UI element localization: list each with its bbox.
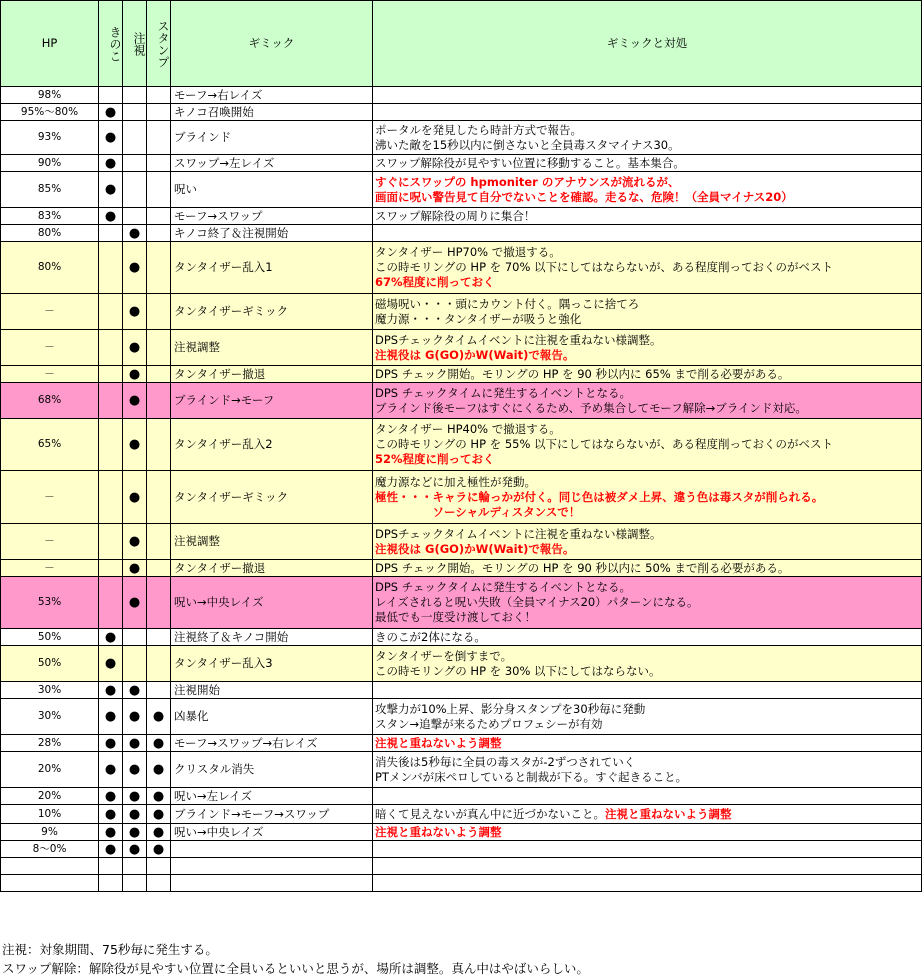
gimmick-cell: モーフ→スワップ→右レイズ bbox=[171, 735, 373, 752]
detail-line: DPS チェック開始。モリングの HP を 90 秒以内に 50% まで削る必要がある。 bbox=[375, 560, 790, 575]
header-detail: ギミックと対処 bbox=[373, 1, 922, 87]
gimmick-cell: キノコ終了＆注視開始 bbox=[171, 225, 373, 242]
chushi-marker: ● bbox=[123, 225, 147, 242]
hp-cell bbox=[1, 858, 99, 875]
table-row bbox=[1, 629, 922, 646]
stamp-marker bbox=[147, 121, 171, 155]
stamp-marker bbox=[147, 524, 171, 560]
detail-line: 最低でも一度受け渡しておく！ bbox=[375, 610, 536, 624]
footer-note-chushi: 注視：対象期間、75秒毎に発生する。 bbox=[2, 942, 218, 957]
detail-cell bbox=[373, 366, 922, 383]
gimmick-cell: タンタイザー乱入1 bbox=[171, 242, 373, 294]
table-row bbox=[1, 366, 922, 383]
gimmick-cell: キノコ召喚開始 bbox=[171, 104, 373, 121]
chushi-marker bbox=[123, 87, 147, 104]
table-row bbox=[1, 471, 922, 524]
table-row bbox=[1, 682, 922, 699]
kinoko-marker bbox=[99, 294, 123, 330]
stamp-marker: ● bbox=[147, 735, 171, 752]
kinoko-marker bbox=[99, 471, 123, 524]
gimmick-cell bbox=[171, 858, 373, 875]
table-row bbox=[1, 858, 922, 875]
detail-cell bbox=[373, 824, 922, 841]
detail-cell bbox=[373, 858, 922, 875]
stamp-marker bbox=[147, 155, 171, 172]
gimmick-cell: 呪い→左レイズ bbox=[171, 788, 373, 805]
table-row bbox=[1, 155, 922, 172]
chushi-marker: ● bbox=[123, 699, 147, 735]
hp-cell: 85% bbox=[1, 172, 99, 208]
gimmick-cell: モーフ→右レイズ bbox=[171, 87, 373, 104]
kinoko-marker bbox=[99, 330, 123, 366]
table-row bbox=[1, 419, 922, 471]
gimmick-cell: ブラインド→モーフ bbox=[171, 383, 373, 419]
kinoko-marker: ● bbox=[99, 735, 123, 752]
chushi-marker: ● bbox=[123, 383, 147, 419]
detail-line: スワップ解除役の周りに集合！ bbox=[375, 208, 536, 223]
detail-cell bbox=[373, 735, 922, 752]
detail-line: 67%程度に削っておく bbox=[375, 275, 495, 289]
kinoko-marker bbox=[99, 383, 123, 419]
chushi-marker bbox=[123, 629, 147, 646]
detail-cell bbox=[373, 242, 922, 294]
detail-cell bbox=[373, 87, 922, 104]
table-row bbox=[1, 752, 922, 788]
stamp-marker bbox=[147, 646, 171, 682]
kinoko-marker bbox=[99, 225, 123, 242]
detail-cell bbox=[373, 419, 922, 471]
chushi-marker bbox=[123, 104, 147, 121]
detail-line: タンタイザー HP70% で撤退する。 bbox=[375, 245, 561, 259]
detail-cell bbox=[373, 841, 922, 858]
gimmick-cell: 注視終了＆キノコ開始 bbox=[171, 629, 373, 646]
detail-cell bbox=[373, 524, 922, 560]
table-row bbox=[1, 875, 922, 892]
table-row bbox=[1, 104, 922, 121]
table-row bbox=[1, 172, 922, 208]
hp-cell: 30% bbox=[1, 682, 99, 699]
stamp-marker bbox=[147, 471, 171, 524]
detail-cell bbox=[373, 471, 922, 524]
kinoko-marker: ● bbox=[99, 629, 123, 646]
kinoko-marker: ● bbox=[99, 841, 123, 858]
gimmick-cell bbox=[171, 875, 373, 892]
detail-line: PTメンバが床ペロしていると制裁が下る。すぐ起きること。 bbox=[375, 769, 688, 784]
hp-cell: 68% bbox=[1, 383, 99, 419]
detail-line: 魔力源・・・タンタイザーが吸うと強化 bbox=[375, 311, 582, 326]
detail-cell bbox=[373, 577, 922, 629]
detail-cell bbox=[373, 383, 922, 419]
stamp-marker bbox=[147, 208, 171, 225]
chushi-marker: ● bbox=[123, 471, 147, 524]
chushi-marker bbox=[123, 875, 147, 892]
stamp-marker bbox=[147, 383, 171, 419]
detail-line: スタン→追撃が来るためプロフェシーが有効 bbox=[375, 716, 603, 731]
hp-cell: 53% bbox=[1, 577, 99, 629]
detail-cell bbox=[373, 560, 922, 577]
gimmick-cell: 凶暴化 bbox=[171, 699, 373, 735]
detail-cell bbox=[373, 208, 922, 225]
detail-line: この時モリングの HP を 70% 以下にしてはならないが、ある程度削っておくのがベスト bbox=[375, 260, 834, 274]
header-row bbox=[1, 1, 922, 87]
gimmick-cell: タンタイザー乱入3 bbox=[171, 646, 373, 682]
table-row bbox=[1, 208, 922, 225]
detail-line: ブラインド後モーフはすぐにくるため、予め集合してモーフ解除→ブラインド対応。 bbox=[375, 400, 807, 415]
gimmick-cell: タンタイザーギミック bbox=[171, 471, 373, 524]
table-row bbox=[1, 242, 922, 294]
detail-line: ソーシャルディスタンスで！ bbox=[375, 504, 581, 519]
gimmick-cell: 呪い→中央レイズ bbox=[171, 577, 373, 629]
detail-line: 画面に呪い警告見て自分でないことを確認。走るな、危険！（全員マイナス20） bbox=[375, 189, 793, 204]
chushi-marker: ● bbox=[123, 242, 147, 294]
hp-cell: 93% bbox=[1, 121, 99, 155]
stamp-marker: ● bbox=[147, 699, 171, 735]
stamp-marker bbox=[147, 104, 171, 121]
detail-cell bbox=[373, 121, 922, 155]
chushi-marker: ● bbox=[123, 735, 147, 752]
gimmick-cell: タンタイザー乱入2 bbox=[171, 419, 373, 471]
hp-cell: 20% bbox=[1, 788, 99, 805]
detail-cell bbox=[373, 805, 922, 824]
stamp-marker: ● bbox=[147, 788, 171, 805]
chushi-marker bbox=[123, 121, 147, 155]
detail-line: 沸いた敵を15秒以内に倒さないと全員毒スタマイナス30。 bbox=[375, 137, 680, 152]
stamp-marker bbox=[147, 87, 171, 104]
kinoko-marker: ● bbox=[99, 104, 123, 121]
hp-cell: 50% bbox=[1, 646, 99, 682]
chushi-marker: ● bbox=[123, 419, 147, 471]
table-row bbox=[1, 805, 922, 824]
footer-note-swap: スワップ解除：解除役が見やすい位置に全員いるといいと思うが、場所は調整。真ん中はやばいらしい。 bbox=[2, 961, 589, 976]
kinoko-marker: ● bbox=[99, 788, 123, 805]
kinoko-marker bbox=[99, 87, 123, 104]
detail-line: 暗くて見えないが真ん中に近づかないこと。 bbox=[375, 806, 605, 821]
chushi-marker: ● bbox=[123, 824, 147, 841]
detail-cell bbox=[373, 330, 922, 366]
detail-line: タンタイザー HP40% で撤退する。 bbox=[375, 422, 561, 436]
header-stamp: スタンプ bbox=[147, 1, 171, 87]
kinoko-marker: ● bbox=[99, 805, 123, 824]
detail-line: DPS チェックタイムに発生するイベントとなる。 bbox=[375, 580, 631, 594]
detail-line: 魔力源などに加え極性が発動。 bbox=[375, 474, 536, 489]
detail-line: DPS チェック開始。モリングの HP を 90 秒以内に 65% まで削る必要がある。 bbox=[375, 366, 790, 381]
kinoko-marker bbox=[99, 419, 123, 471]
chushi-marker: ● bbox=[123, 788, 147, 805]
gimmick-cell: モーフ→スワップ bbox=[171, 208, 373, 225]
kinoko-marker bbox=[99, 875, 123, 892]
chushi-marker: ● bbox=[123, 752, 147, 788]
detail-line: 注視と重ねないよう調整 bbox=[605, 806, 732, 821]
chushi-marker: ● bbox=[123, 682, 147, 699]
table-row bbox=[1, 824, 922, 841]
chushi-marker: ● bbox=[123, 577, 147, 629]
detail-line: この時モリングの HP を 30% 以下にしてはならない。 bbox=[375, 663, 661, 678]
detail-line: 消失後は5秒毎に全員の毒スタが-2ずつされていく bbox=[375, 754, 636, 769]
detail-line: タンタイザーを倒すまで。 bbox=[375, 648, 513, 663]
hp-cell: － bbox=[1, 524, 99, 560]
detail-line: 注視と重ねないよう調整 bbox=[375, 735, 502, 750]
kinoko-marker: ● bbox=[99, 752, 123, 788]
hp-cell bbox=[1, 875, 99, 892]
stamp-marker bbox=[147, 242, 171, 294]
hp-cell: 98% bbox=[1, 87, 99, 104]
hp-cell: 80% bbox=[1, 225, 99, 242]
chushi-marker: ● bbox=[123, 330, 147, 366]
detail-line: 注視役は G(GO)かW(Wait)で報告。 bbox=[375, 541, 575, 556]
chushi-marker: ● bbox=[123, 524, 147, 560]
hp-cell: － bbox=[1, 366, 99, 383]
stamp-marker bbox=[147, 330, 171, 366]
kinoko-marker: ● bbox=[99, 155, 123, 172]
kinoko-marker bbox=[99, 560, 123, 577]
stamp-marker bbox=[147, 682, 171, 699]
stamp-marker: ● bbox=[147, 805, 171, 824]
hp-cell: 20% bbox=[1, 752, 99, 788]
stamp-marker bbox=[147, 294, 171, 330]
chushi-marker bbox=[123, 172, 147, 208]
detail-line: この時モリングの HP を 55% 以下にしてはならないが、ある程度削っておくのがベスト bbox=[375, 437, 834, 451]
detail-cell bbox=[373, 788, 922, 805]
chushi-marker bbox=[123, 155, 147, 172]
stamp-marker bbox=[147, 172, 171, 208]
hp-cell: 28% bbox=[1, 735, 99, 752]
gimmick-cell bbox=[171, 841, 373, 858]
chushi-marker bbox=[123, 646, 147, 682]
hp-cell: 50% bbox=[1, 629, 99, 646]
gimmick-cell: タンタイザー撤退 bbox=[171, 366, 373, 383]
detail-cell bbox=[373, 294, 922, 330]
kinoko-marker: ● bbox=[99, 824, 123, 841]
hp-cell: 30% bbox=[1, 699, 99, 735]
table-row bbox=[1, 735, 922, 752]
hp-cell: － bbox=[1, 330, 99, 366]
hp-cell: 95%～80% bbox=[1, 104, 99, 121]
gimmick-cell: 注視調整 bbox=[171, 524, 373, 560]
detail-line: 注視と重ねないよう調整 bbox=[375, 824, 502, 839]
gimmick-cell: タンタイザーギミック bbox=[171, 294, 373, 330]
kinoko-marker: ● bbox=[99, 699, 123, 735]
stamp-marker: ● bbox=[147, 824, 171, 841]
stamp-marker bbox=[147, 225, 171, 242]
kinoko-marker: ● bbox=[99, 172, 123, 208]
hp-cell: 8～0% bbox=[1, 841, 99, 858]
detail-cell bbox=[373, 629, 922, 646]
stamp-marker: ● bbox=[147, 752, 171, 788]
detail-cell bbox=[373, 875, 922, 892]
hp-cell: 65% bbox=[1, 419, 99, 471]
chushi-marker: ● bbox=[123, 366, 147, 383]
gimmick-cell: スワップ→左レイズ bbox=[171, 155, 373, 172]
detail-line: 52%程度に削っておく bbox=[375, 452, 495, 466]
detail-line: きのこが2体になる。 bbox=[375, 629, 486, 644]
hp-cell: 83% bbox=[1, 208, 99, 225]
detail-line: DPS チェックタイムに発生するイベントとなる。 bbox=[375, 385, 631, 400]
stamp-marker: ● bbox=[147, 841, 171, 858]
detail-cell bbox=[373, 646, 922, 682]
detail-line: レイズされると呪い失敗（全員マイナス20）パターンになる。 bbox=[375, 595, 699, 609]
stamp-marker bbox=[147, 629, 171, 646]
detail-cell bbox=[373, 699, 922, 735]
kinoko-marker bbox=[99, 242, 123, 294]
detail-line: 極性・・・キャラに輪っかが付く。同じ色は被ダメ上昇、違う色は毒スタが削られる。 bbox=[375, 489, 824, 504]
stamp-marker bbox=[147, 419, 171, 471]
hp-cell: － bbox=[1, 294, 99, 330]
detail-line: 注視役は G(GO)かW(Wait)で報告。 bbox=[375, 347, 575, 362]
header-gimmick: ギミック bbox=[171, 1, 373, 87]
gimmick-cell: 呪い→中央レイズ bbox=[171, 824, 373, 841]
hp-cell: 90% bbox=[1, 155, 99, 172]
kinoko-marker: ● bbox=[99, 121, 123, 155]
detail-line: すぐにスワップの hpmoniter のアナウンスが流れるが、 bbox=[375, 174, 680, 189]
stamp-marker bbox=[147, 366, 171, 383]
gimmick-cell: タンタイザー撤退 bbox=[171, 560, 373, 577]
header-kinoko: きのこ bbox=[99, 1, 123, 87]
chushi-marker: ● bbox=[123, 560, 147, 577]
kinoko-marker: ● bbox=[99, 208, 123, 225]
kinoko-marker bbox=[99, 366, 123, 383]
hp-cell: 9% bbox=[1, 824, 99, 841]
chushi-marker bbox=[123, 858, 147, 875]
table-row bbox=[1, 87, 922, 104]
gimmick-cell: クリスタル消失 bbox=[171, 752, 373, 788]
detail-cell bbox=[373, 104, 922, 121]
detail-cell bbox=[373, 752, 922, 788]
gimmick-cell: 注視開始 bbox=[171, 682, 373, 699]
table-row bbox=[1, 646, 922, 682]
detail-line: ポータルを発見したら時計方式で報告。 bbox=[375, 122, 582, 137]
stamp-marker bbox=[147, 577, 171, 629]
hp-cell: 10% bbox=[1, 805, 99, 824]
gimmick-cell: 呪い bbox=[171, 172, 373, 208]
detail-line: 磁場呪い・・・頭にカウント付く。隅っこに捨てろ bbox=[375, 296, 640, 311]
gimmick-cell: ブラインド→モーフ→スワップ bbox=[171, 805, 373, 824]
hp-cell: 80% bbox=[1, 242, 99, 294]
table-row bbox=[1, 788, 922, 805]
table-row bbox=[1, 225, 922, 242]
stamp-marker bbox=[147, 875, 171, 892]
detail-line: DPSチェックタイムイベントに注視を重ねない様調整。 bbox=[375, 332, 662, 347]
kinoko-marker bbox=[99, 524, 123, 560]
table-row bbox=[1, 577, 922, 629]
hp-cell: － bbox=[1, 471, 99, 524]
table-row bbox=[1, 560, 922, 577]
gimmick-cell: ブラインド bbox=[171, 121, 373, 155]
table-row bbox=[1, 841, 922, 858]
hp-cell: － bbox=[1, 560, 99, 577]
chushi-marker: ● bbox=[123, 805, 147, 824]
detail-line: 攻撃力が10%上昇、影分身スタンプを30秒毎に発動 bbox=[375, 701, 646, 716]
detail-line: スワップ解除役が見やすい位置に移動すること。基本集合。 bbox=[375, 155, 685, 170]
detail-line: DPSチェックタイムイベントに注視を重ねない様調整。 bbox=[375, 526, 662, 541]
detail-cell bbox=[373, 225, 922, 242]
table-row bbox=[1, 524, 922, 560]
table-row bbox=[1, 121, 922, 155]
kinoko-marker: ● bbox=[99, 682, 123, 699]
gimmick-cell: 注視調整 bbox=[171, 330, 373, 366]
stamp-marker bbox=[147, 560, 171, 577]
table-row bbox=[1, 330, 922, 366]
kinoko-marker: ● bbox=[99, 646, 123, 682]
table-row bbox=[1, 294, 922, 330]
header-chushi: 注視 bbox=[123, 1, 147, 87]
kinoko-marker bbox=[99, 858, 123, 875]
detail-cell bbox=[373, 682, 922, 699]
detail-cell bbox=[373, 155, 922, 172]
chushi-marker: ● bbox=[123, 294, 147, 330]
table-row bbox=[1, 699, 922, 735]
header-hp: HP bbox=[1, 1, 99, 87]
table-row bbox=[1, 383, 922, 419]
detail-cell bbox=[373, 172, 922, 208]
chushi-marker bbox=[123, 208, 147, 225]
chushi-marker: ● bbox=[123, 841, 147, 858]
stamp-marker bbox=[147, 858, 171, 875]
kinoko-marker bbox=[99, 577, 123, 629]
